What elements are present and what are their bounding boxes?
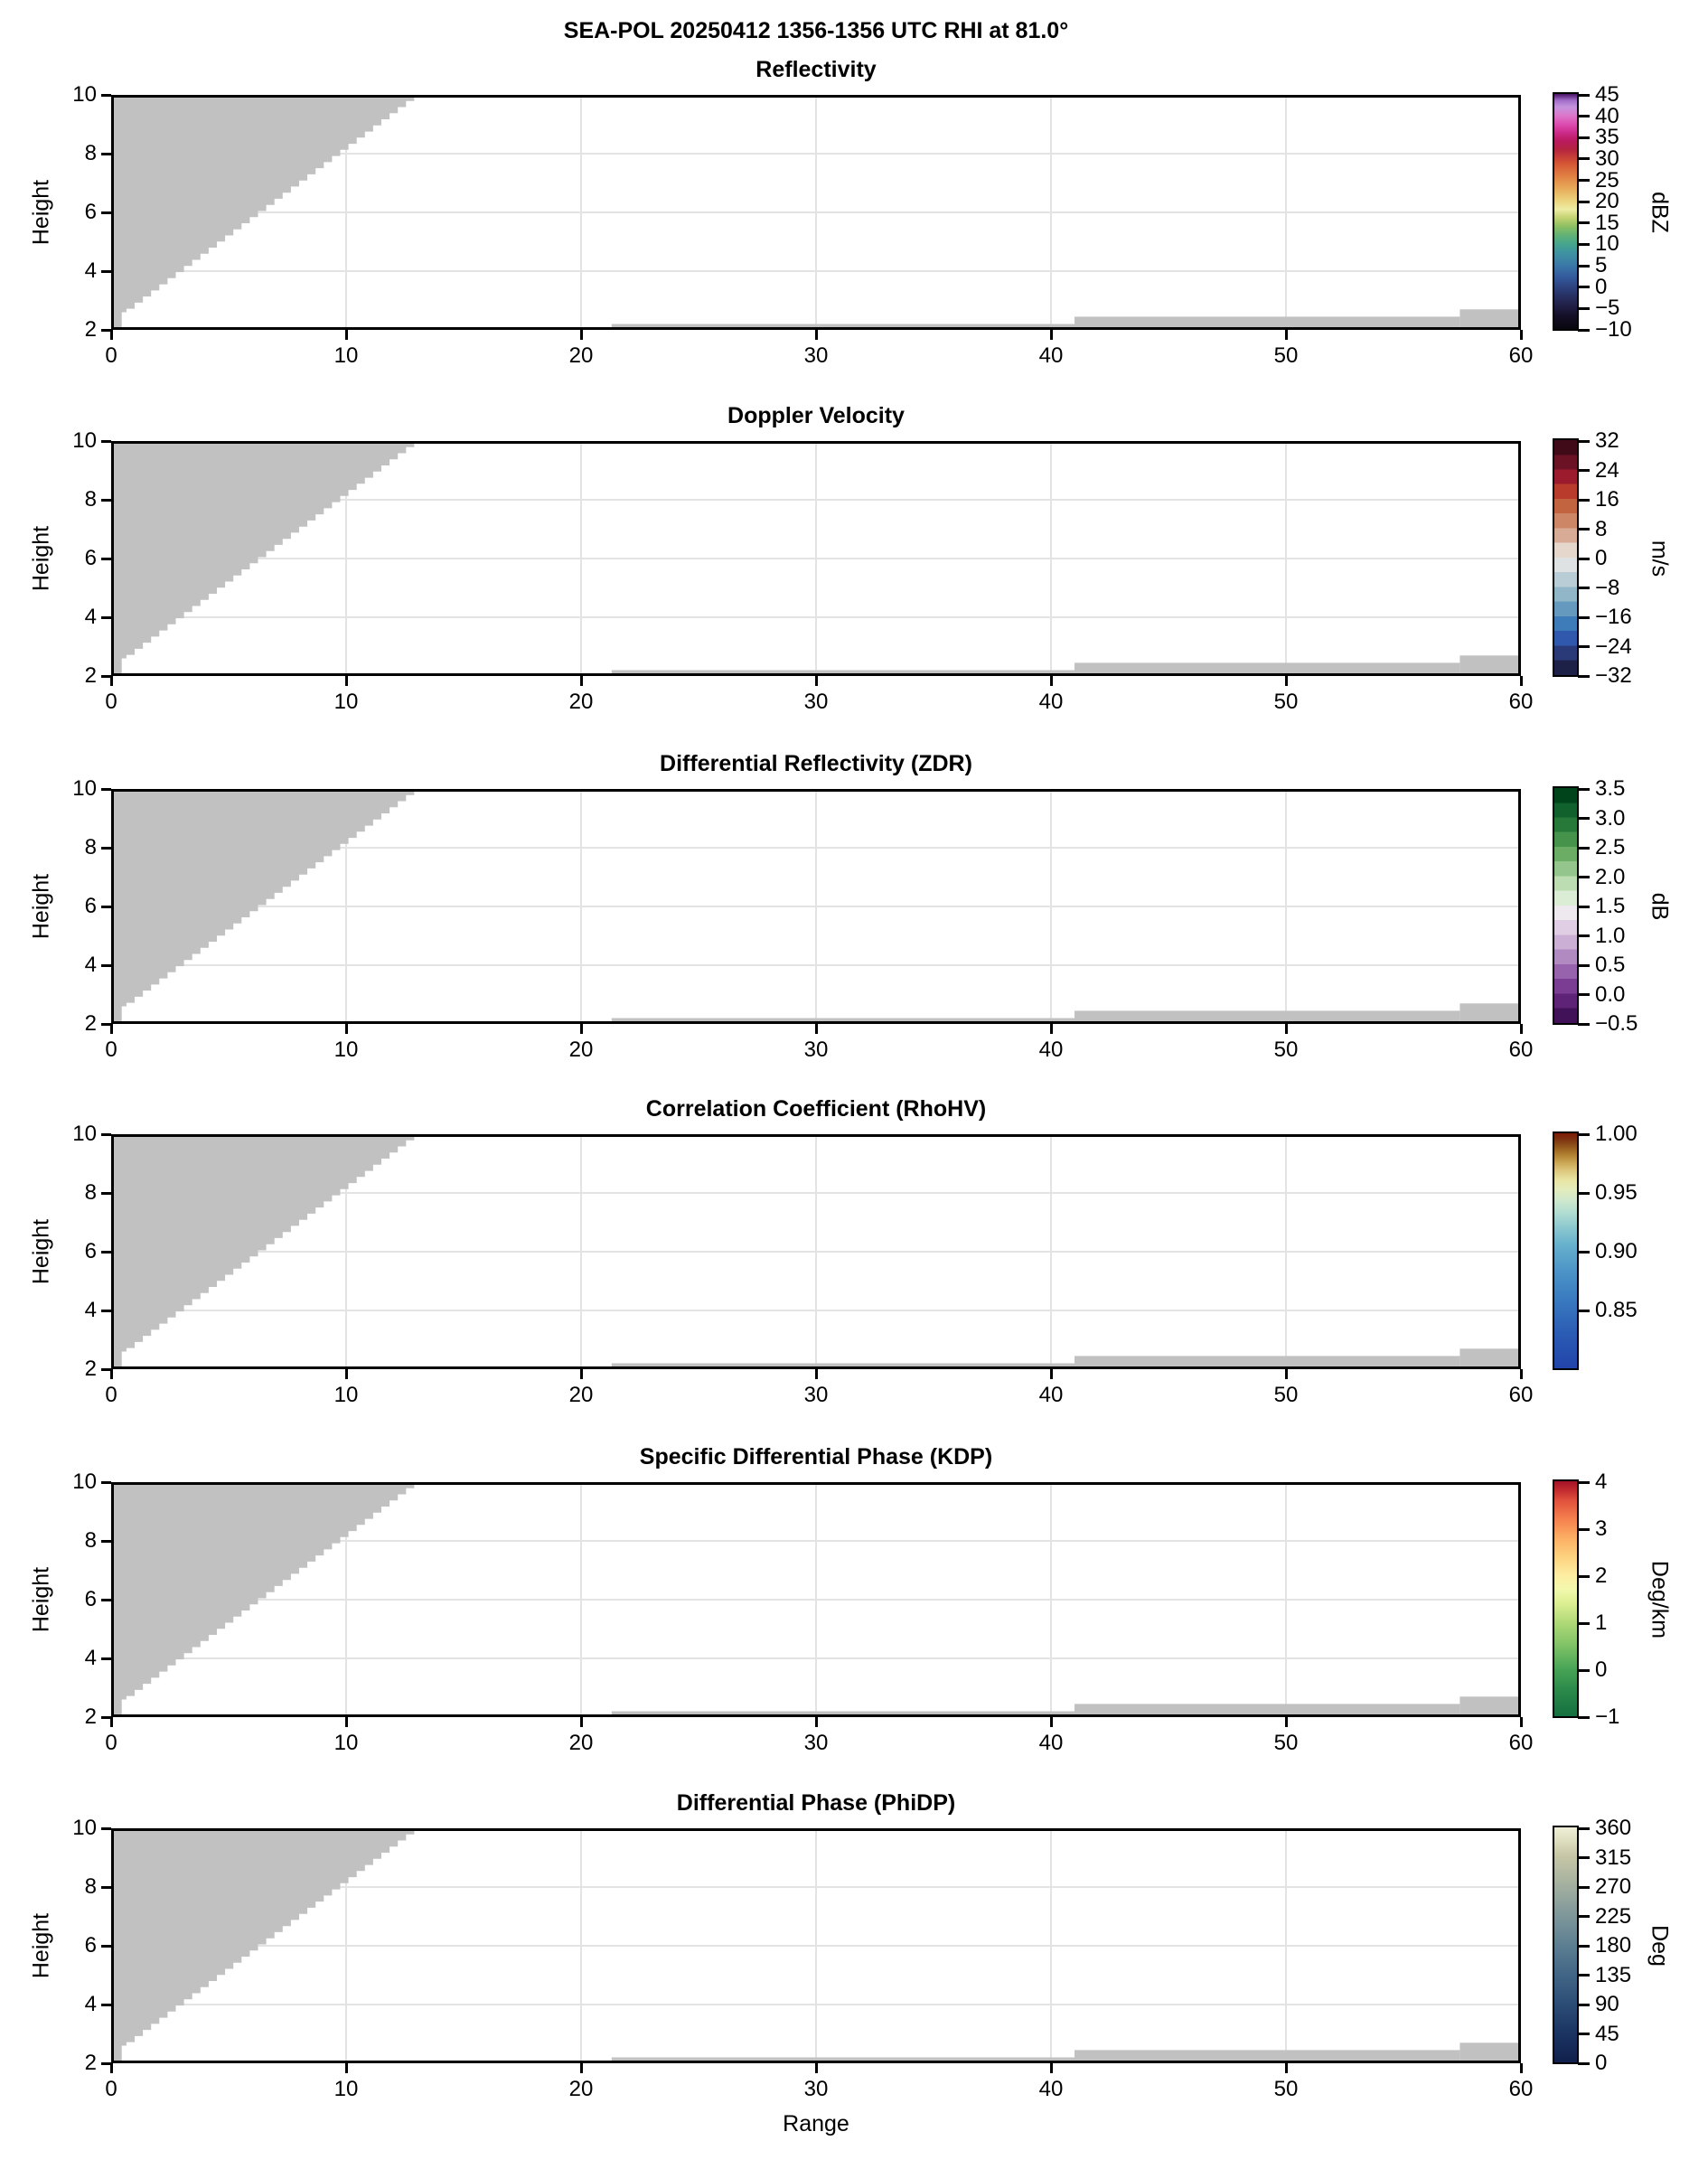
x-tick-label: 10: [333, 343, 359, 368]
y-tick-label: 2: [84, 663, 97, 688]
colorbar-tick: [1578, 243, 1590, 246]
y-tick-label: 8: [84, 835, 97, 859]
colorbar-tick-label: 3.0: [1595, 805, 1626, 831]
panel-title: Reflectivity: [755, 57, 877, 82]
colorbar-tick-label: 360: [1595, 1816, 1632, 1840]
x-tick-label: 50: [1273, 343, 1299, 368]
plot-svg: [111, 441, 1521, 676]
y-tick-label: 10: [72, 428, 97, 453]
y-tick-label: 2: [84, 317, 97, 342]
x-tick-label: 20: [568, 1383, 594, 1407]
x-tick: [1520, 1369, 1523, 1379]
x-tick-label: 30: [803, 343, 829, 368]
colorbar-tick-label: 1.00: [1595, 1122, 1638, 1146]
x-tick: [1520, 676, 1523, 686]
x-tick: [1285, 1024, 1288, 1034]
colorbar-tick: [1578, 1575, 1590, 1578]
colorbar-tick: [1578, 1023, 1590, 1026]
x-tick: [1285, 2063, 1288, 2073]
y-tick-label: 10: [72, 1122, 97, 1146]
colorbar-tick-label: 0.95: [1595, 1180, 1638, 1205]
colorbar-tick-label: 24: [1595, 457, 1619, 483]
x-tick: [580, 676, 583, 686]
x-tick: [1050, 1369, 1053, 1379]
colorbar-tick-label: −32: [1595, 663, 1632, 688]
x-axis-label: Range: [783, 2111, 849, 2136]
x-tick-label: 30: [803, 1731, 829, 1755]
x-tick-label: 0: [105, 690, 117, 714]
colorbar-tick: [1578, 675, 1590, 678]
x-tick-label: 50: [1273, 690, 1299, 714]
colorbar-tick: [1578, 993, 1590, 996]
y-tick: [101, 1657, 111, 1660]
colorbar-tick-label: 0.5: [1595, 953, 1626, 977]
colorbar-tick: [1578, 329, 1590, 332]
x-tick-label: 30: [803, 690, 829, 714]
x-tick: [1050, 2063, 1053, 2073]
x-tick-label: 50: [1273, 1731, 1299, 1755]
y-axis-label: Height: [28, 873, 54, 940]
x-tick-label: 30: [803, 2077, 829, 2101]
panel-title: Doppler Velocity: [727, 403, 905, 428]
x-tick: [110, 676, 113, 686]
x-tick-label: 10: [333, 1383, 359, 1407]
x-tick: [580, 1024, 583, 1034]
colorbar-tick: [1578, 876, 1590, 878]
y-tick-label: 2: [84, 1011, 97, 1036]
x-tick: [110, 1024, 113, 1034]
colorbar-tick: [1578, 2062, 1590, 2065]
colorbar-tick: [1578, 788, 1590, 791]
x-tick-label: 20: [568, 1038, 594, 1062]
colorbar-tick: [1578, 934, 1590, 937]
x-tick-label: 60: [1508, 1038, 1534, 1062]
y-tick: [101, 616, 111, 619]
colorbar-tick-label: 180: [1595, 1933, 1632, 1958]
colorbar-tick: [1578, 906, 1590, 908]
y-tick: [101, 1945, 111, 1948]
colorbar-tick: [1578, 1251, 1590, 1254]
colorbar-tick-label: 3: [1595, 1516, 1608, 1541]
colorbar: [1553, 438, 1579, 677]
y-tick-label: 2: [84, 2051, 97, 2075]
colorbar-tick: [1578, 528, 1590, 531]
y-tick-label: 6: [84, 1933, 97, 1958]
plot-area: [111, 1134, 1521, 1369]
colorbar-tick: [1578, 817, 1590, 820]
y-tick: [101, 847, 111, 850]
colorbar-tick-label: −1: [1595, 1704, 1620, 1729]
colorbar-unit-label: m/s: [1647, 540, 1673, 577]
plot-area: [111, 95, 1521, 330]
colorbar-tick: [1578, 1915, 1590, 1918]
colorbar-tick-label: 0: [1595, 1657, 1608, 1682]
x-tick: [1050, 330, 1053, 340]
y-axis-label: Height: [28, 525, 54, 592]
y-tick: [101, 270, 111, 273]
colorbar-tick-label: 20: [1595, 189, 1619, 214]
colorbar-tick-label: 2: [1595, 1563, 1608, 1588]
y-tick: [101, 1368, 111, 1371]
x-tick-label: 60: [1508, 1383, 1534, 1407]
colorbar-tick: [1578, 1856, 1590, 1859]
y-tick-label: 4: [84, 1298, 97, 1322]
masked-region-strip: [1459, 655, 1521, 676]
x-tick: [1285, 1717, 1288, 1727]
y-tick: [101, 440, 111, 443]
plot-svg: [111, 95, 1521, 330]
x-tick: [1520, 330, 1523, 340]
x-tick-label: 40: [1038, 1383, 1064, 1407]
colorbar: [1553, 1479, 1579, 1718]
x-tick-label: 0: [105, 1383, 117, 1407]
colorbar-tick-label: 270: [1595, 1874, 1632, 1899]
x-tick-label: 0: [105, 1731, 117, 1755]
colorbar-tick-label: 25: [1595, 167, 1619, 192]
colorbar-tick: [1578, 1310, 1590, 1312]
colorbar-tick-label: 2.0: [1595, 864, 1626, 889]
colorbar-tick-label: 0: [1595, 546, 1608, 570]
colorbar-unit-label: dBZ: [1647, 192, 1673, 233]
figure-title: SEA-POL 20250412 1356-1356 UTC RHI at 81.0°: [563, 18, 1069, 43]
masked-region-strip: [1459, 1003, 1521, 1024]
panel-title: Correlation Coefficient (RhoHV): [645, 1096, 987, 1122]
x-tick-label: 50: [1273, 1383, 1299, 1407]
colorbar-tick: [1578, 1192, 1590, 1195]
panel-title: Differential Phase (PhiDP): [676, 1790, 956, 1816]
x-tick-label: 50: [1273, 2077, 1299, 2101]
masked-region-strip: [1459, 309, 1521, 330]
colorbar: [1553, 1826, 1579, 2064]
y-tick-label: 2: [84, 1704, 97, 1729]
x-tick: [1520, 1024, 1523, 1034]
y-axis-label: Height: [28, 179, 54, 246]
colorbar-unit-label: Deg/km: [1647, 1560, 1673, 1639]
colorbar-tick-label: −5: [1595, 296, 1620, 321]
y-tick-label: 10: [72, 82, 97, 107]
y-tick-label: 4: [84, 605, 97, 629]
colorbar-tick: [1578, 1886, 1590, 1889]
colorbar-tick: [1578, 1945, 1590, 1948]
y-tick: [101, 2004, 111, 2006]
colorbar-tick: [1578, 645, 1590, 648]
x-tick-label: 20: [568, 2077, 594, 2101]
colorbar-tick-label: −10: [1595, 317, 1632, 342]
y-tick: [101, 153, 111, 155]
colorbar-unit-label: Deg: [1647, 1925, 1673, 1967]
x-tick-label: 60: [1508, 1731, 1534, 1755]
x-tick-label: 10: [333, 2077, 359, 2101]
masked-region-strip: [1459, 1696, 1521, 1717]
colorbar-tick-label: 315: [1595, 1845, 1632, 1870]
plot-svg: [111, 1828, 1521, 2063]
y-tick: [101, 94, 111, 97]
colorbar-tick-label: 3.5: [1595, 776, 1626, 801]
colorbar-tick: [1578, 1528, 1590, 1531]
y-tick: [101, 1310, 111, 1312]
colorbar-tick-label: 4: [1595, 1469, 1608, 1494]
x-tick-label: 20: [568, 343, 594, 368]
colorbar-tick: [1578, 201, 1590, 203]
colorbar-tick: [1578, 1622, 1590, 1625]
x-tick: [110, 2063, 113, 2073]
x-tick-label: 10: [333, 1038, 359, 1062]
y-tick: [101, 1599, 111, 1601]
x-tick-label: 30: [803, 1038, 829, 1062]
x-tick: [815, 2063, 818, 2073]
colorbar-tick-label: −8: [1595, 575, 1620, 600]
colorbar-tick-label: 0: [1595, 274, 1608, 299]
x-tick: [345, 676, 348, 686]
colorbar-tick-label: 1.0: [1595, 923, 1626, 948]
y-tick-label: 8: [84, 487, 97, 512]
colorbar-tick-label: −24: [1595, 634, 1632, 659]
colorbar-tick-label: 30: [1595, 146, 1619, 171]
y-tick-label: 8: [84, 141, 97, 165]
x-tick: [345, 1024, 348, 1034]
colorbar-tick-label: 32: [1595, 428, 1619, 453]
colorbar-tick: [1578, 499, 1590, 502]
colorbar-tick: [1578, 440, 1590, 443]
y-tick: [101, 906, 111, 908]
y-tick: [101, 499, 111, 502]
x-tick: [110, 1369, 113, 1379]
x-tick: [1050, 1024, 1053, 1034]
y-tick: [101, 1251, 111, 1254]
y-tick: [101, 1192, 111, 1195]
colorbar-tick-label: 0: [1595, 2051, 1608, 2075]
colorbar-tick-label: 1.5: [1595, 894, 1626, 918]
colorbar-tick: [1578, 179, 1590, 182]
y-tick-label: 4: [84, 1992, 97, 2016]
x-tick: [1285, 676, 1288, 686]
colorbar-tick: [1578, 1481, 1590, 1484]
colorbar-tick: [1578, 265, 1590, 268]
plot-area: [111, 1482, 1521, 1717]
x-tick-label: 40: [1038, 343, 1064, 368]
y-axis-label: Height: [28, 1218, 54, 1285]
colorbar-tick: [1578, 221, 1590, 224]
colorbar-tick-label: 35: [1595, 125, 1619, 150]
colorbar-unit-label: dB: [1647, 892, 1673, 921]
colorbar-tick: [1578, 558, 1590, 560]
colorbar-tick-label: 90: [1595, 1992, 1619, 2016]
colorbar-tick: [1578, 286, 1590, 288]
x-tick-label: 40: [1038, 690, 1064, 714]
y-axis-label: Height: [28, 1566, 54, 1633]
colorbar-tick-label: 2.5: [1595, 835, 1626, 859]
colorbar-tick-label: −16: [1595, 605, 1632, 629]
x-tick: [815, 676, 818, 686]
plot-svg: [111, 1134, 1521, 1369]
y-tick-label: 2: [84, 1357, 97, 1381]
x-tick-label: 10: [333, 690, 359, 714]
x-tick: [1050, 676, 1053, 686]
masked-region-strip: [1459, 1348, 1521, 1369]
y-tick-label: 4: [84, 258, 97, 283]
x-tick-label: 10: [333, 1731, 359, 1755]
colorbar-tick-label: 16: [1595, 487, 1619, 512]
colorbar-tick: [1578, 587, 1590, 589]
x-tick-label: 40: [1038, 1038, 1064, 1062]
x-tick-label: 30: [803, 1383, 829, 1407]
x-tick-label: 60: [1508, 690, 1534, 714]
x-tick: [345, 2063, 348, 2073]
x-tick: [580, 1369, 583, 1379]
x-tick-label: 40: [1038, 1731, 1064, 1755]
x-tick: [815, 1369, 818, 1379]
colorbar-tick: [1578, 115, 1590, 117]
colorbar-tick-label: 0.90: [1595, 1239, 1638, 1263]
x-tick: [110, 330, 113, 340]
panel-title: Specific Differential Phase (KDP): [639, 1444, 993, 1469]
y-tick: [101, 329, 111, 332]
x-tick-label: 60: [1508, 343, 1534, 368]
colorbar-tick-label: 40: [1595, 103, 1619, 128]
x-tick-label: 40: [1038, 2077, 1064, 2101]
colorbar-tick: [1578, 2004, 1590, 2006]
colorbar-tick-label: −0.5: [1595, 1011, 1638, 1036]
y-tick-label: 8: [84, 1528, 97, 1553]
colorbar-tick: [1578, 136, 1590, 139]
y-tick: [101, 1827, 111, 1830]
y-tick-label: 6: [84, 1587, 97, 1611]
colorbar-tick: [1578, 616, 1590, 619]
x-tick: [1285, 330, 1288, 340]
x-tick-label: 60: [1508, 2077, 1534, 2101]
plot-area: [111, 441, 1521, 676]
x-tick: [580, 330, 583, 340]
x-tick-label: 20: [568, 690, 594, 714]
x-tick: [345, 1369, 348, 1379]
y-tick-label: 8: [84, 1874, 97, 1899]
x-tick: [1050, 1717, 1053, 1727]
y-tick: [101, 211, 111, 214]
y-tick: [101, 1481, 111, 1484]
x-tick: [1520, 2063, 1523, 2073]
plot-area: [111, 1828, 1521, 2063]
x-tick: [1285, 1369, 1288, 1379]
y-axis-label: Height: [28, 1912, 54, 1979]
colorbar-tick-label: 8: [1595, 516, 1608, 541]
y-tick: [101, 558, 111, 560]
colorbar-tick: [1578, 94, 1590, 97]
y-tick: [101, 1133, 111, 1136]
y-tick: [101, 1023, 111, 1026]
colorbar-tick: [1578, 1133, 1590, 1136]
colorbar-tick-label: 10: [1595, 231, 1619, 257]
plot-svg: [111, 789, 1521, 1024]
x-tick: [345, 1717, 348, 1727]
colorbar-tick-label: 0.85: [1595, 1298, 1638, 1322]
y-tick-label: 6: [84, 546, 97, 570]
colorbar-tick: [1578, 307, 1590, 310]
x-tick: [580, 2063, 583, 2073]
colorbar-tick-label: 135: [1595, 1962, 1632, 1987]
y-tick: [101, 1716, 111, 1719]
y-tick-label: 4: [84, 1646, 97, 1670]
plot-svg: [111, 1482, 1521, 1717]
x-tick-label: 20: [568, 1731, 594, 1755]
y-tick: [101, 788, 111, 791]
colorbar-tick: [1578, 1716, 1590, 1719]
y-tick-label: 4: [84, 953, 97, 977]
colorbar-tick: [1578, 469, 1590, 472]
colorbar: [1553, 1131, 1579, 1370]
y-tick-label: 6: [84, 1239, 97, 1263]
colorbar-tick-label: 225: [1595, 1903, 1632, 1929]
x-tick-label: 0: [105, 343, 117, 368]
y-tick: [101, 1540, 111, 1543]
x-tick: [580, 1717, 583, 1727]
y-tick: [101, 1886, 111, 1889]
colorbar-tick: [1578, 847, 1590, 850]
y-tick: [101, 675, 111, 678]
plot-area: [111, 789, 1521, 1024]
x-tick: [815, 1717, 818, 1727]
y-tick-label: 6: [84, 894, 97, 918]
colorbar-tick: [1578, 1669, 1590, 1672]
x-tick-label: 0: [105, 1038, 117, 1062]
colorbar: [1553, 786, 1579, 1025]
x-tick: [110, 1717, 113, 1727]
y-tick-label: 10: [72, 776, 97, 801]
colorbar-tick-label: 0.0: [1595, 981, 1626, 1007]
y-tick-label: 6: [84, 200, 97, 224]
panel-title: Differential Reflectivity (ZDR): [660, 751, 972, 776]
colorbar-tick-label: 45: [1595, 2021, 1619, 2046]
y-tick: [101, 964, 111, 967]
colorbar-tick: [1578, 1974, 1590, 1977]
y-tick-label: 10: [72, 1816, 97, 1840]
colorbar-tick-label: 1: [1595, 1610, 1608, 1635]
x-tick-label: 50: [1273, 1038, 1299, 1062]
colorbar-tick: [1578, 964, 1590, 967]
colorbar-tick: [1578, 2033, 1590, 2035]
x-tick: [815, 1024, 818, 1034]
x-tick: [1520, 1717, 1523, 1727]
colorbar-tick: [1578, 1827, 1590, 1830]
colorbar-tick: [1578, 157, 1590, 160]
y-tick: [101, 2062, 111, 2065]
y-tick-label: 8: [84, 1180, 97, 1205]
colorbar-tick-label: 45: [1595, 82, 1619, 107]
x-tick: [345, 330, 348, 340]
masked-region-strip: [1459, 2042, 1521, 2063]
x-tick-label: 0: [105, 2077, 117, 2101]
colorbar: [1553, 92, 1579, 331]
x-tick: [815, 330, 818, 340]
colorbar-tick-label: 15: [1595, 210, 1619, 235]
colorbar-tick-label: 5: [1595, 253, 1608, 278]
y-tick-label: 10: [72, 1469, 97, 1494]
